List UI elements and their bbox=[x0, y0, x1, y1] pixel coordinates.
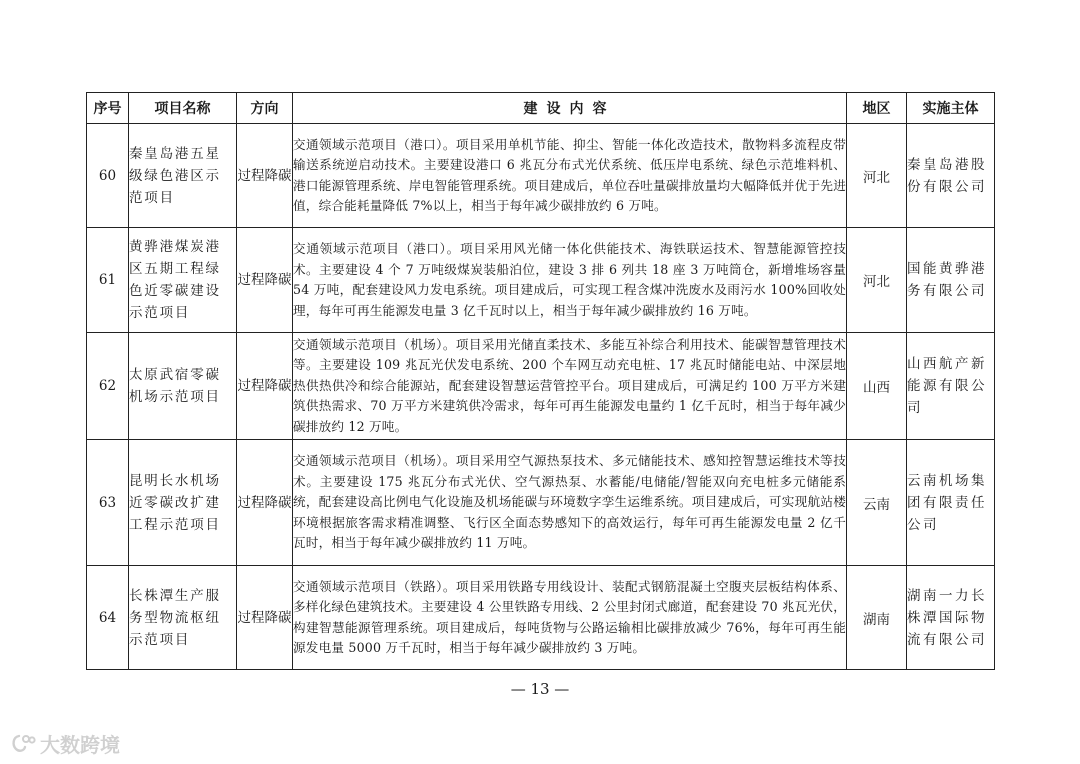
row-direction: 过程降碳 bbox=[237, 566, 293, 670]
header-direction: 方向 bbox=[237, 93, 293, 124]
header-content: 建设内容 bbox=[293, 93, 847, 124]
row-entity: 国能黄骅港务有限公司 bbox=[907, 228, 995, 333]
row-no: 62 bbox=[87, 333, 129, 440]
row-no: 61 bbox=[87, 228, 129, 333]
table-header-row bbox=[87, 93, 995, 124]
row-direction: 过程降碳 bbox=[237, 124, 293, 228]
row-content: 交通领域示范项目（机场）。项目采用光储直柔技术、多能互补综合利用技术、能碳智慧管理技术等。主要建设 109 兆瓦光伏发电系统、200 个车网互动充电桩、17 兆瓦时储能电站、中深层地热供热供冷和综合能源站，配套建设智慧运营管控平台。项目建成后，可满足约 100 万平方米建筑供热需求、70 万平方米建筑供冷需求，每年可再生能源发电量约 1 亿千瓦时，相当于每年减少碳排放约 12 万吨。 bbox=[293, 333, 847, 440]
row-name: 黄骅港煤炭港区五期工程绿色近零碳建设示范项目 bbox=[129, 228, 237, 333]
header-no: 序号 bbox=[87, 93, 129, 124]
row-content: 交通领域示范项目（机场）。项目采用空气源热泵技术、多元储能技术、感知控智慧运维技术等技术。主要建设 175 兆瓦分布式光伏、空气源热泵、水蓄能/电储能/智能双向充电桩多元储能系统，配套建设高比例电气化设施及机场能碳与环境数字孪生运维系统。项目建成后，可实现航站楼环境根据旅客需求精准调整、飞行区全面态势感知下的高效运行，每年可再生能源发电量 2 亿千瓦时，相当于每年减少碳排放约 11 万吨。 bbox=[293, 440, 847, 566]
row-region: 河北 bbox=[847, 124, 907, 228]
row-entity: 云南机场集团有限责任公司 bbox=[907, 440, 995, 566]
table-row bbox=[87, 228, 995, 333]
row-region: 湖南 bbox=[847, 566, 907, 670]
row-name: 长株潭生产服务型物流枢纽示范项目 bbox=[129, 566, 237, 670]
watermark-text: 大数跨境 bbox=[40, 733, 120, 757]
table-row bbox=[87, 124, 995, 228]
project-table bbox=[86, 92, 995, 670]
row-content: 交通领域示范项目（港口）。项目采用单机节能、抑尘、智能一体化改造技术，散物料多流程皮带输送系统逆启动技术。主要建设港口 6 兆瓦分布式光伏系统、低压岸电系统、绿色示范堆料机、港口能源管理系统、岸电智能管理系统。项目建成后，单位吞吐量碳排放量均大幅降低并优于先进值，综合能耗量降低 7%以上，相当于每年减少碳排放约 6 万吨。 bbox=[293, 124, 847, 228]
row-entity: 秦皇岛港股份有限公司 bbox=[907, 124, 995, 228]
row-content: 交通领域示范项目（港口）。项目采用风光储一体化供能技术、海铁联运技术、智慧能源管控技术。主要建设 4 个 7 万吨级煤炭装船泊位，建设 3 排 6 列共 18 座 3 万吨筒仓，新增堆场容量 54 万吨，配套建设风力发电系统。项目建成后，可实现工程含煤冲洗废水及雨污水 100%回收处理，每年可再生能源发电量 3 亿千瓦时以上，相当于每年减少碳排放约 16 万吨。 bbox=[293, 228, 847, 333]
table-row bbox=[87, 333, 995, 440]
row-region: 河北 bbox=[847, 228, 907, 333]
watermark bbox=[10, 729, 120, 758]
row-direction: 过程降碳 bbox=[237, 228, 293, 333]
row-name: 秦皇岛港五星级绿色港区示范项目 bbox=[129, 124, 237, 228]
row-no: 60 bbox=[87, 124, 129, 228]
row-region: 山西 bbox=[847, 333, 907, 440]
row-no: 63 bbox=[87, 440, 129, 566]
header-name: 项目名称 bbox=[129, 93, 237, 124]
row-direction: 过程降碳 bbox=[237, 333, 293, 440]
row-direction: 过程降碳 bbox=[237, 440, 293, 566]
row-no: 64 bbox=[87, 566, 129, 670]
row-entity: 山西航产新能源有限公司 bbox=[907, 333, 995, 440]
row-entity: 湖南一力长株潭国际物流有限公司 bbox=[907, 566, 995, 670]
row-name: 昆明长水机场近零碳改扩建工程示范项目 bbox=[129, 440, 237, 566]
row-content: 交通领域示范项目（铁路）。项目采用铁路专用线设计、装配式钢筋混凝土空腹夹层板结构体系、多样化绿色建筑技术。主要建设 4 公里铁路专用线、2 公里封闭式廊道，配套建设 70 兆瓦光伏，构建智慧能源管理系统。项目建成后，每吨货物与公路运输相比碳排放减少 76%，每年可再生能源发电量 5000 万千瓦时，相当于每年减少碳排放约 3 万吨。 bbox=[293, 566, 847, 670]
table-row bbox=[87, 566, 995, 670]
header-entity: 实施主体 bbox=[907, 93, 995, 124]
row-region: 云南 bbox=[847, 440, 907, 566]
row-name: 太原武宿零碳机场示范项目 bbox=[129, 333, 237, 440]
header-region: 地区 bbox=[847, 93, 907, 124]
page-number: — 13 — bbox=[510, 680, 570, 698]
logo-icon bbox=[10, 733, 36, 755]
table-row bbox=[87, 440, 995, 566]
